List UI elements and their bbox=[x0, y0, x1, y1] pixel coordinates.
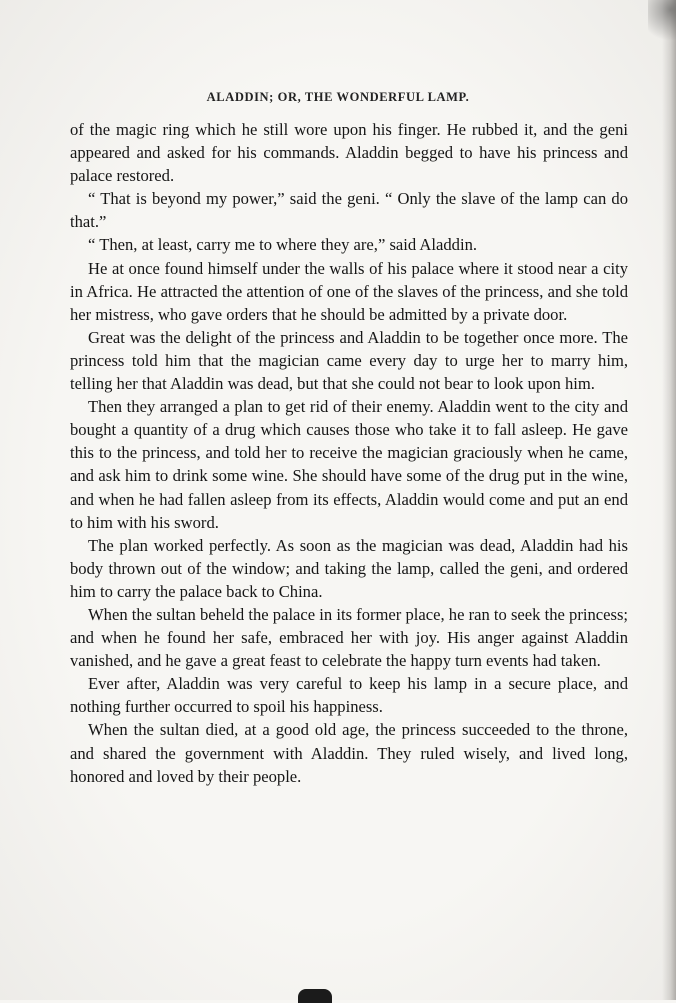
paragraph-2: “ That is beyond my power,” said the geni. “ Only the slave of the lamp can do that.” bbox=[70, 189, 628, 232]
scan-blot bbox=[298, 989, 332, 1003]
paragraph-8: When the sultan beheld the palace in its former place, he ran to seek the princess; and when he found her safe, embraced her with joy. His anger against Aladdin vanished, and he gave a great feast to celebrate the happy turn events had taken. bbox=[70, 604, 629, 671]
paragraph-7: The plan worked perfectly. As soon as the magician was dead, Aladdin had his body thrown out of the window; and taking the lamp, called the geni, and ordered him to carry the palace back to China. bbox=[70, 535, 628, 601]
paragraph-9: Ever after, Aladdin was very careful to keep his lamp in a secure place, and nothing further occurred to spoil his happiness. bbox=[70, 674, 628, 717]
paragraph-10: When the sultan died, at a good old age, the princess succeeded to the throne, and shared the government with Aladdin. They ruled wisely, and lived long, honored and loved by their people. bbox=[70, 720, 628, 786]
running-head: ALADDIN; OR, THE WONDERFUL LAMP. bbox=[206, 90, 470, 104]
page-edge-shadow bbox=[662, 0, 676, 1000]
paragraph-4: He at once found himself under the walls of his palace where it stood near a city in Africa. He attracted the attention of one of the slaves of the princess, and she told her mistress, who gave orders that he should be admitted by a private door. bbox=[70, 258, 628, 324]
paragraph-3: “ Then, at least, carry me to where they are,” said Aladdin. bbox=[88, 235, 478, 255]
paragraph-5: Great was the delight of the princess and Aladdin to be together once more. The princess told him that the magician came every day to urge her to marry him, telling her that Aladdin was dead, but that she could not bear to look upon him. bbox=[70, 327, 628, 394]
paragraph-6: Then they arranged a plan to get rid of their enemy. Aladdin went to the city and bought a quantity of a drug which causes those who take it to fall asleep. He gave this to the princess, and told her to receive the magician graciously when he came, and ask him to drink some wine. She should have some of the drug put in the wine, and when he had fallen asleep from its effects, Aladdin would come and put an end to him with his sword. bbox=[70, 397, 628, 532]
scan-speck bbox=[648, 0, 676, 48]
body-text bbox=[70, 118, 628, 788]
paragraph-1: of the magic ring which he still wore upon his finger. He rubbed it, and the geni appeared and asked for his commands. Aladdin begged to have his princess and palace restored. bbox=[70, 120, 628, 186]
